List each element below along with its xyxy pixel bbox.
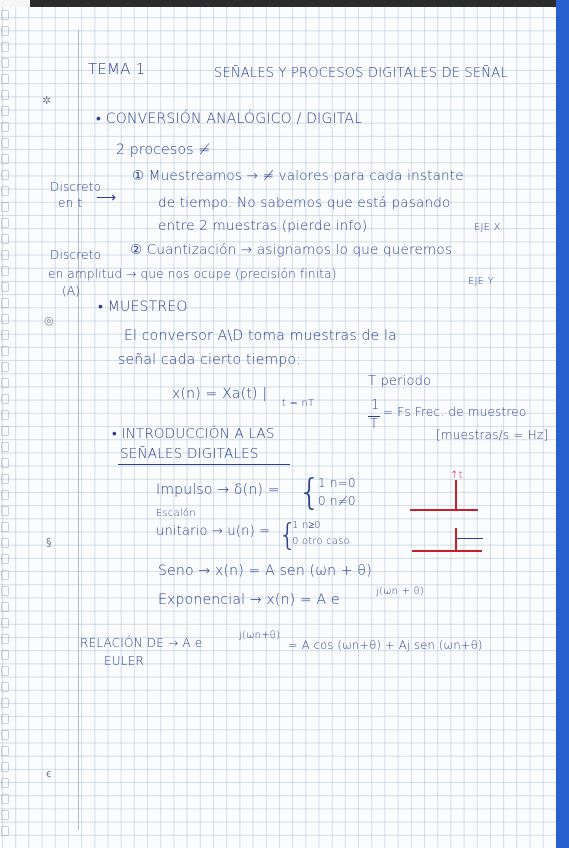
spiral-hole [1,394,9,404]
margin-en-t: en t [58,196,83,210]
spiral-hole [1,410,9,420]
spiral-doodle-icon: § [46,536,52,549]
spiral-hole [1,58,9,68]
step1-line2: de tiempo. No sabemos que está pasando [158,195,451,211]
intro-underline [118,464,290,465]
spiral-hole [1,666,9,676]
spiral-hole [1,618,9,628]
exponencial-exp: j(ωn + θ) [376,586,424,597]
top-dark-strip [0,0,569,7]
spiral-hole [1,74,9,84]
step-sketch-level [457,538,483,539]
top-paper-corner [0,0,30,7]
muestreo-line2: señal cada cierto tiempo: [118,352,302,368]
notebook-blue-edge [556,0,569,848]
spiral-hole [1,266,9,276]
spiral-hole [1,602,9,612]
spiral-hole [1,10,9,20]
spiral-hole [1,426,9,436]
spiral-holes [0,10,10,848]
fraction-den: T [370,417,379,432]
spiral-hole [1,218,9,228]
muestreo-heading: • MUESTREO [98,299,188,315]
spiral-hole [1,650,9,660]
spiral-hole [1,234,9,244]
spiral-hole [1,522,9,532]
step2-axis: EJE Y [468,276,494,287]
spiral-hole [1,746,9,756]
spiral-hole [1,554,9,564]
margin-discreto-t: Discreto [50,180,102,194]
exponencial-def: Exponencial → x(n) = A e [158,592,340,608]
fs-units: [muestras/s = Hz] [436,428,549,442]
intro-heading-1: • INTRODUCCIÓN A LAS [112,426,275,442]
spiral-hole [1,154,9,164]
margin-line [78,30,79,830]
escalon-case-1: 1 n≥0 [292,520,321,531]
conversion-heading: • CONVERSIÓN ANALÓGICO / DIGITAL [96,111,363,127]
euler-line2: EULER [104,654,144,668]
page-title: SEÑALES Y PROCESOS DIGITALES DE SEÑAL [214,66,508,81]
margin-discreto-a: Discreto [50,248,102,262]
spiral-hole [1,362,9,372]
spiral-hole [1,682,9,692]
spiral-hole [1,90,9,100]
escalon-def: unitario → u(n) = [156,524,271,539]
spiral-hole [1,122,9,132]
spiral-hole [1,538,9,548]
impulso-case-2: 0 n≠0 [318,494,356,508]
spiral-hole [1,570,9,580]
impulso-def: Impulso → δ(n) = [156,482,280,498]
step2-line1: ② Cuantización → asignamos lo que queremos [130,242,453,258]
spiral-hole [1,378,9,388]
spiral-hole [1,298,9,308]
spiral-hole [1,490,9,500]
spiral-hole [1,330,9,340]
spiral-hole [1,826,9,836]
fs-text: = Fs Frec. de muestreo [383,405,527,419]
seno-def: Seno → x(n) = A sen (ωn + θ) [158,563,372,579]
step-sketch-axis [412,550,482,552]
escalon-brace: { [278,518,298,553]
step1-axis: EJE X [474,222,501,233]
spiral-hole [1,314,9,324]
euler-exp: j(ωn+θ) [239,630,281,641]
spiral-hole [1,794,9,804]
spiral-hole [1,202,9,212]
escalon-case-2: 0 otro caso [292,536,350,547]
spiral-hole [1,714,9,724]
sampling-formula-sub: t = nT [282,398,315,409]
spiral-hole [1,474,9,484]
tema-label: TEMA 1 [88,60,146,78]
spiral-hole [1,458,9,468]
euler-line1: RELACIÓN DE → A e [80,636,203,650]
margin-arrow: ⟶ [96,190,117,206]
procesos-count: 2 procesos ≠ [116,142,211,158]
spiral-hole [1,26,9,36]
spiral-hole [1,346,9,356]
margin-a: (A) [62,284,81,298]
spiral-hole [1,810,9,820]
spiral-hole [1,138,9,148]
margin-amplitud: en amplitud → que nos ocupe (precisión finita) [48,267,337,281]
spiral-hole [1,186,9,196]
escalon-label: Escalón [156,508,196,519]
spiral-doodle-icon: ◎ [44,314,54,327]
impulse-sketch-arrow: ↑t [450,470,463,481]
spiral-hole [1,42,9,52]
spiral-hole [1,170,9,180]
spiral-hole [1,586,9,596]
spiral-hole [1,250,9,260]
impulse-sketch-axis [410,509,478,511]
spiral-hole [1,506,9,516]
spiral-doodle-icon: ꞓ [46,767,52,780]
spiral-hole [1,778,9,788]
spiral-hole [1,762,9,772]
spiral-hole [1,730,9,740]
impulso-brace: { [298,472,321,513]
step1-line3: entre 2 muestras (pierde info) [158,218,368,234]
impulse-sketch-stem [455,480,457,510]
spiral-doodle-icon: ✲ [42,94,52,107]
spiral-hole [1,634,9,644]
muestreo-line1: El conversor A\D toma muestras de la [124,328,397,344]
spiral-hole [1,698,9,708]
period-label: T periodo [368,374,432,389]
step-sketch-stem [455,528,457,550]
step1-line1: ① Muestreamos → ≠ valores para cada instante [132,168,464,184]
spiral-hole [1,282,9,292]
euler-rhs: = A cos (ωn+θ) + Aj sen (ωn+θ) [288,638,483,652]
fraction-num: 1 [371,398,380,413]
spiral-hole [1,106,9,116]
spiral-hole [1,442,9,452]
intro-heading-2: SEÑALES DIGITALES [120,446,259,462]
impulso-case-1: 1 n=0 [318,476,356,490]
sampling-formula: x(n) = Xa(t) | [172,386,268,402]
